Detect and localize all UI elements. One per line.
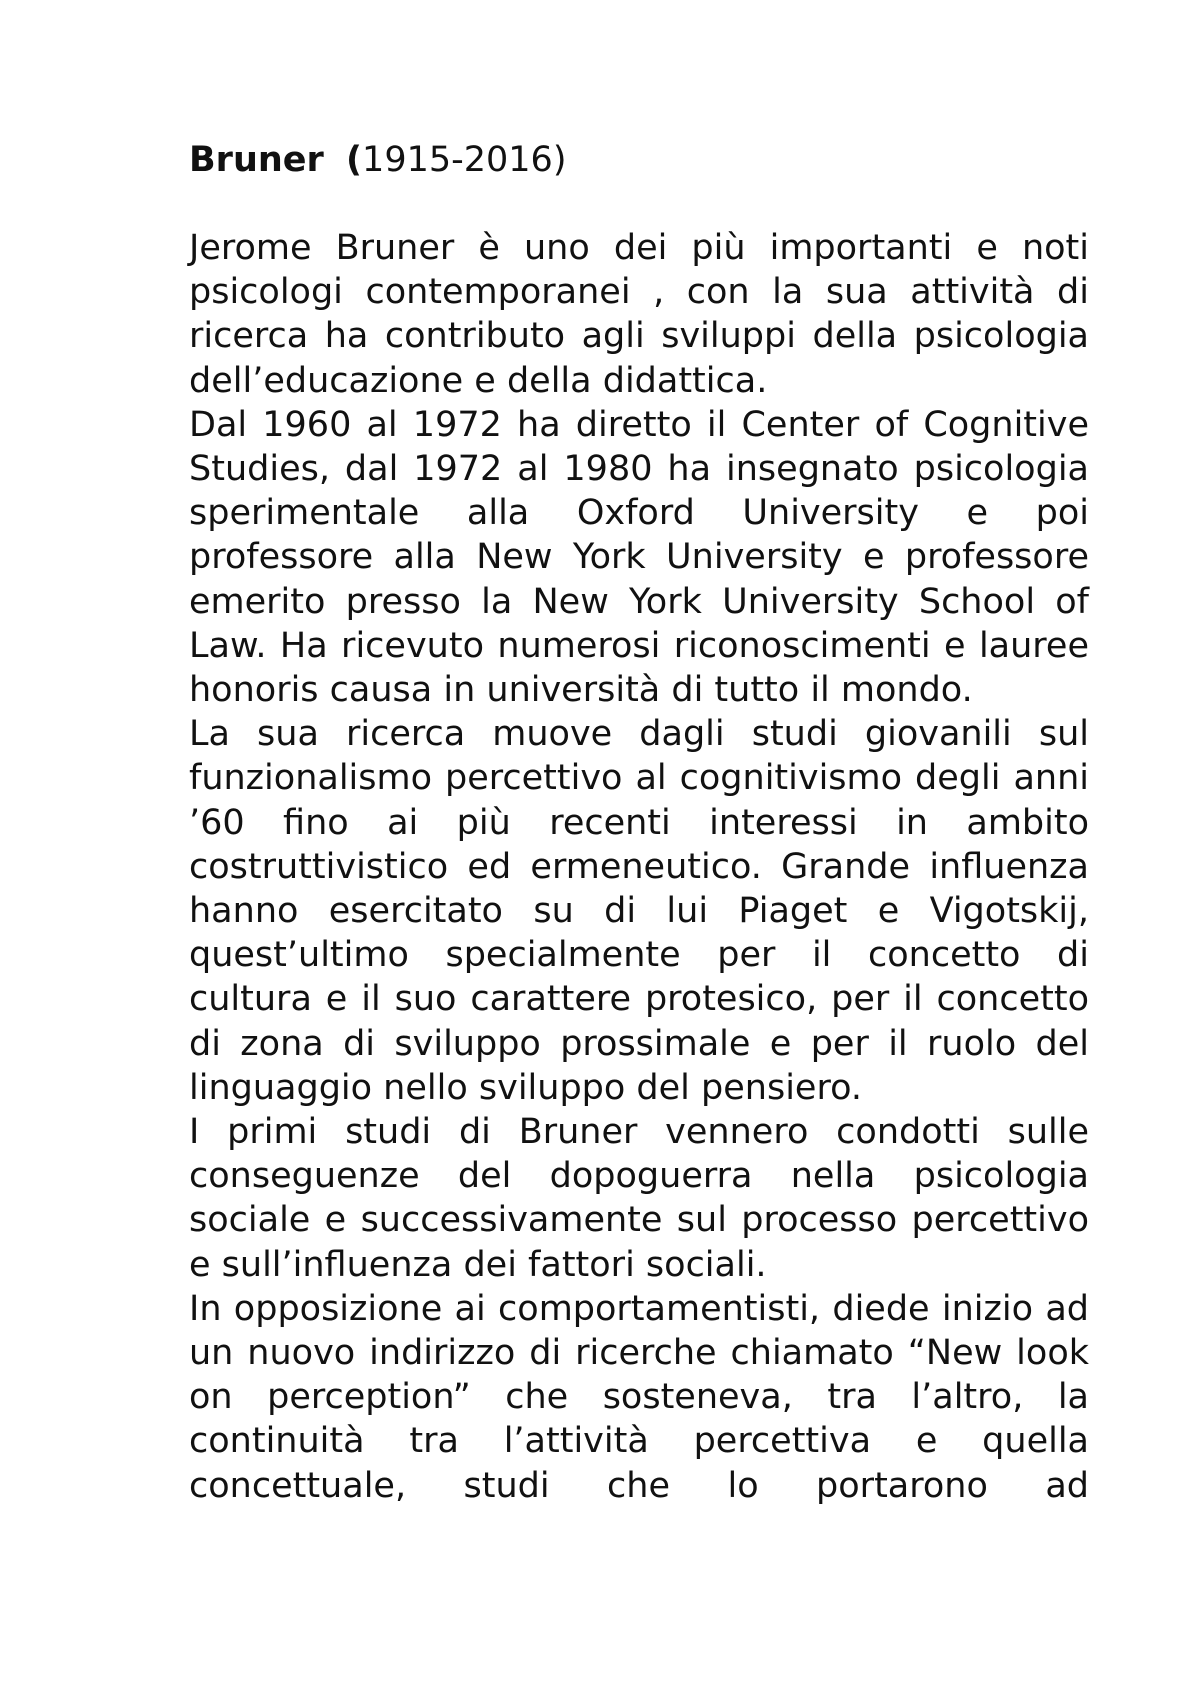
heading-name: Bruner: [189, 140, 324, 180]
heading-dates: 1915-2016): [362, 140, 567, 180]
page-content: [189, 138, 1089, 1508]
paragraph-early-studies: I primi studi di Bruner vennero condotti sulle conseguenze del dopoguerra nella psicologia sociale e successivamente sul processo percettivo e sull’influenza dei fattori sociali.: [189, 1112, 1089, 1285]
paragraph-research: La sua ricerca muove dagli studi giovanili sul funzionalismo percettivo al cognitivismo degli anni ’60 fino ai più recenti interessi in ambito costruttivistico ed ermeneutico. Grande influenza hanno esercitato su di lui Piaget e Vigotskij, quest’ultimo specialmente per il concetto di cultura e il suo carattere protesico, per il concetto di zona di sviluppo prossimale e per il ruolo del linguaggio nello sviluppo del pensiero.: [189, 714, 1089, 1108]
paragraph-intro: Jerome Bruner è uno dei più importanti e noti psicologi contemporanei , con la sua attività di ricerca ha contributo agli sviluppi della psicologia dell’educazione e della didattica.: [189, 228, 1089, 401]
document-heading: [189, 138, 1089, 182]
heading-open-paren: (: [346, 140, 363, 180]
paragraph-career: Dal 1960 al 1972 ha diretto il Center of Cognitive Studies, dal 1972 al 1980 ha insegnato psicologia sperimentale alla Oxford University e poi professore alla New York University e professore emerito presso la New York University School of Law. Ha ricevuto numerosi riconoscimenti e lauree honoris causa in università di tutto il mondo.: [189, 404, 1089, 711]
paragraph-new-look: In opposizione ai comportamentisti, diede inizio ad un nuovo indirizzo di ricerche chiamato “New look on perception” che sosteneva, tra l’altro, la continuità tra l’attività percettiva e quella concettuale, studi che lo portarono ad: [189, 1288, 1089, 1506]
